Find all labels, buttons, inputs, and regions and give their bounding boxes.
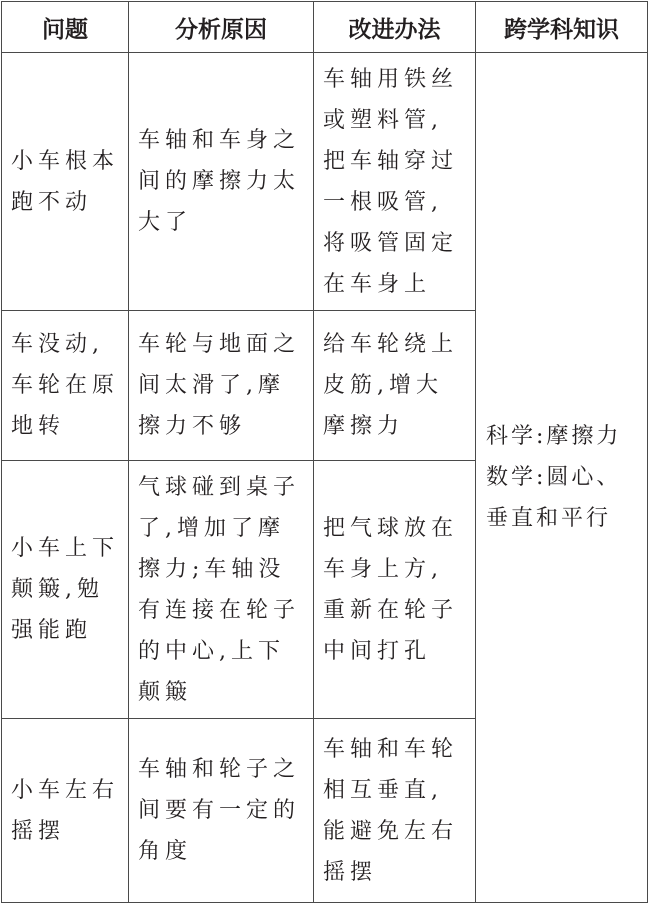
fix-cell: 车轴用铁丝或塑料管,把车轴穿过一根吸管,将吸管固定在车身上 [314, 53, 476, 311]
cause-cell: 车轮与地面之间太滑了,摩擦力不够 [129, 311, 314, 461]
header-row [2, 2, 648, 53]
science-knowledge: 科学:摩擦力 [486, 424, 622, 449]
math-knowledge: 数学:圆心、垂直和平行 [486, 465, 622, 531]
header-problem: 问题 [2, 2, 129, 53]
cause-cell: 气球碰到桌子了,增加了摩擦力;车轴没有连接在轮子的中心,上下颠簸 [129, 461, 314, 719]
fix-cell: 给车轮绕上皮筋,增大摩擦力 [314, 311, 476, 461]
analysis-table [1, 1, 648, 903]
fix-cell: 车轴和车轮相互垂直,能避免左右摇摆 [314, 719, 476, 903]
cross-discipline-cell [476, 53, 648, 903]
cause-cell: 车轴和车身之间的摩擦力太大了 [129, 53, 314, 311]
problem-cell: 小车根本跑不动 [2, 53, 129, 311]
problem-cell: 小车上下颠簸,勉强能跑 [2, 461, 129, 719]
header-cross-discipline: 跨学科知识 [476, 2, 648, 53]
header-fix: 改进办法 [314, 2, 476, 53]
table-row [2, 53, 648, 311]
cause-cell: 车轴和轮子之间要有一定的角度 [129, 719, 314, 903]
header-cause: 分析原因 [129, 2, 314, 53]
problem-cell: 车没动,车轮在原地转 [2, 311, 129, 461]
problem-cell: 小车左右摇摆 [2, 719, 129, 903]
fix-cell: 把气球放在车身上方,重新在轮子中间打孔 [314, 461, 476, 719]
